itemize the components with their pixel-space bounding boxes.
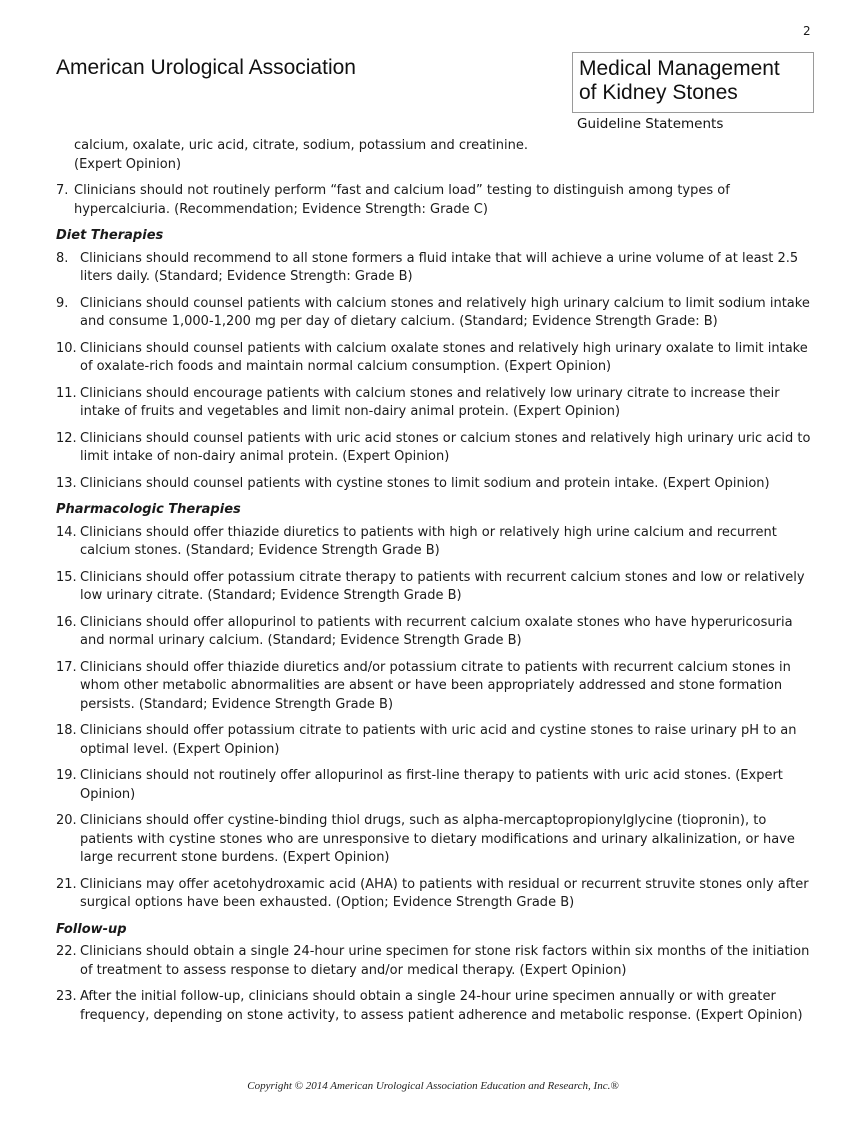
statement-text: Clinicians should recommend to all stone formers a fluid intake that will achieve a urine volume of at least 2.5 liters daily. (Standard; Evidence Strength: Grade B)	[80, 250, 799, 284]
statement-text: Clinicians may offer acetohydroxamic acid (AHA) to patients with residual or recurrent struvite stones only after surgical options have been exhausted. (Option; Evidence Strength Grade B)	[80, 876, 809, 910]
statement-number: 23.	[56, 989, 77, 1004]
statement-number: 12.	[56, 430, 77, 446]
statement-text: Clinicians should offer potassium citrate therapy to patients with recurrent calcium stones and low or relatively low urinary citrate. (Standard; Evidence Strength Grade B)	[80, 569, 805, 603]
statement-15	[56, 569, 816, 606]
statement-number: 21.	[56, 876, 77, 892]
statement-number: 20.	[56, 813, 77, 828]
statement-text: Clinicians should counsel patients with calcium stones and relatively high urinary calcium to limit sodium intake and consume 1,000-1,200 mg per day of dietary calcium. (Standard; Evidence Strength Grade: B)	[80, 295, 810, 329]
statement-23	[56, 988, 816, 1025]
statement-number: 13.	[56, 475, 77, 491]
guideline-statements	[56, 137, 816, 1033]
section-heading-followup: Follow-up	[56, 921, 127, 937]
statement-number: 16.	[56, 614, 77, 630]
statement-text: Clinicians should offer thiazide diuretics to patients with high or relatively high urine calcium and recurrent calcium stones. (Standard; Evidence Strength Grade B)	[80, 524, 777, 558]
statement-number: 19.	[56, 768, 77, 783]
document-title-line2: of Kidney Stones	[579, 81, 738, 104]
statement-21	[56, 876, 816, 913]
continued-statement	[56, 137, 816, 174]
statement-13	[56, 475, 816, 494]
statement-text: Clinicians should not routinely offer allopurinol as first-line therapy to patients with uric acid stones. (Expert Opinion)	[80, 768, 783, 802]
statement-text: Clinicians should offer thiazide diuretics and/or potassium citrate to patients with recurrent calcium stones in whom other metabolic abnormalities are absent or have been appropriately addressed and stone formation persists. (Standard; Evidence Strength Grade B)	[80, 659, 791, 712]
statement-10	[56, 340, 816, 377]
statement-number: 7.	[56, 183, 69, 198]
statement-20	[56, 812, 816, 868]
statement-number: 9.	[56, 295, 69, 311]
statement-text: Clinicians should offer cystine-binding thiol drugs, such as alpha-mercaptopropionylglycine (tiopronin), to patients with cystine stones who are unresponsive to dietary modifications and urinary alkalinization, or have large recurrent stone burdens. (Expert Opinion)	[80, 813, 795, 865]
statement-text: Clinicians should encourage patients with calcium stones and relatively low urinary citrate to increase their intake of fruits and vegetables and limit non-dairy animal protein. (Expert Opinion)	[80, 385, 780, 419]
statement-number: 8.	[56, 250, 69, 266]
statement-number: 11.	[56, 385, 77, 401]
statement-8	[56, 250, 816, 287]
organization-name: American Urological Association	[56, 56, 356, 79]
statement-16	[56, 614, 816, 651]
statement-number: 10.	[56, 340, 77, 356]
statement-text: Clinicians should counsel patients with uric acid stones or calcium stones and relatively high urinary uric acid to limit intake of non-dairy animal protein. (Expert Opinion)	[80, 430, 811, 464]
statement-22	[56, 943, 816, 980]
page-number: 2	[803, 24, 811, 38]
statement-7	[56, 182, 816, 219]
document-title-box	[572, 52, 814, 113]
statement-number: 18.	[56, 723, 77, 738]
statement-text: Clinicians should obtain a single 24-hour urine specimen for stone risk factors within six months of the initiation of treatment to assess response to dietary and/or medical therapy. (Expert Opinion)	[80, 944, 810, 978]
document-title-line1: Medical Management	[579, 57, 780, 80]
continued-line-2: (Expert Opinion)	[74, 156, 182, 172]
section-subtitle: Guideline Statements	[577, 116, 724, 132]
statement-11	[56, 385, 816, 422]
statement-number: 22.	[56, 944, 77, 959]
section-heading-pharmacologic: Pharmacologic Therapies	[56, 502, 241, 517]
copyright-footer: Copyright © 2014 American Urological Association Education and Research, Inc.®	[247, 1080, 619, 1092]
statement-text: Clinicians should not routinely perform “fast and calcium load” testing to distinguish among types of hypercalciuria. (Recommendation; Evidence Strength: Grade C)	[74, 183, 730, 217]
statement-number: 14.	[56, 524, 77, 540]
statement-text: Clinicians should counsel patients with cystine stones to limit sodium and protein intake. (Expert Opinion)	[80, 475, 770, 491]
statement-text: Clinicians should counsel patients with calcium oxalate stones and relatively high urinary oxalate to limit intake of oxalate-rich foods and maintain normal calcium consumption. (Expert Opinion)	[80, 340, 808, 374]
statement-18	[56, 722, 816, 759]
statement-12	[56, 430, 816, 467]
statement-text: Clinicians should offer potassium citrate to patients with uric acid and cystine stones to raise urinary pH to an optimal level. (Expert Opinion)	[80, 723, 797, 757]
statement-9	[56, 295, 816, 332]
statement-14	[56, 524, 816, 561]
statement-19	[56, 767, 816, 804]
statement-text: After the initial follow-up, clinicians should obtain a single 24-hour urine specimen annually or with greater frequency, depending on stone activity, to assess patient adherence and metabolic response. (Expert Opinion)	[80, 989, 803, 1023]
statement-number: 15.	[56, 569, 77, 585]
section-heading-diet: Diet Therapies	[56, 228, 164, 243]
statement-17	[56, 659, 816, 715]
statement-text: Clinicians should offer allopurinol to patients with recurrent calcium oxalate stones who have hyperuricosuria and normal urinary calcium. (Standard; Evidence Strength Grade B)	[80, 614, 793, 648]
continued-line-1: calcium, oxalate, uric acid, citrate, sodium, potassium and creatinine.	[74, 138, 528, 153]
statement-number: 17.	[56, 659, 77, 675]
